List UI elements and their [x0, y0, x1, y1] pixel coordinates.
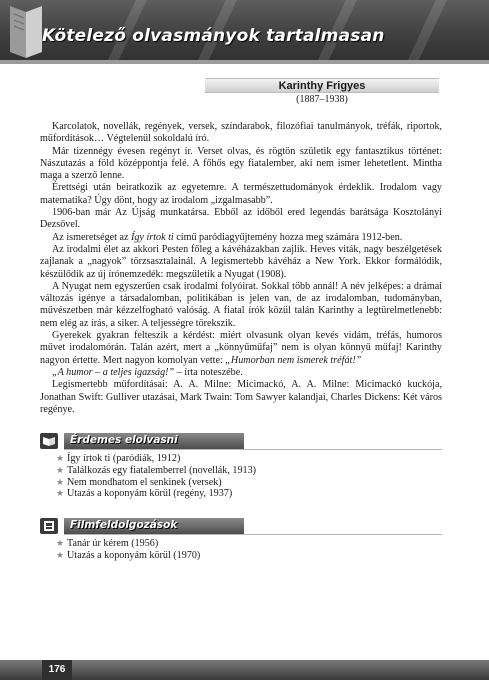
- section-divider: [64, 534, 442, 535]
- text-run: Gyerekek gyakran felteszik a kérdést: miért olvasunk olyan kevés vidám, tréfás, humoros művet irodalomórán. Talán azért, mert a „könnyűműfaj” nem is olyan könnyű műfaj! Karinthy nagyon értette. Mert nagyon komolyan vette:: [40, 330, 442, 366]
- star-bullet-icon: ★: [56, 550, 65, 561]
- section-header-films: [40, 518, 442, 534]
- paragraph: Érettségi után beiratkozik az egyetemre. A természettudományok érdeklik. Irodalom vagy matematika? Úgy dönt, hogy az irodalom „izgalmasabb”.: [40, 182, 442, 206]
- biography-text: [40, 121, 442, 416]
- list-item: [56, 538, 436, 550]
- text-run: című paródiagyűjtemény hozza meg számára 1912-ben.: [173, 231, 403, 243]
- section-header-reading: [40, 433, 442, 449]
- star-bullet-icon: ★: [56, 477, 65, 488]
- list-item-text: Utazás a koponyám körül (1970): [67, 549, 201, 561]
- author-name: Karinthy Frigyes: [205, 78, 439, 93]
- list-item-text: Tanár úr kérem (1956): [67, 538, 159, 549]
- banner-title: Kötelező olvasmányok tartalmasan: [42, 26, 385, 46]
- star-bullet-icon: ★: [56, 539, 65, 549]
- author-years: (1887–1938): [296, 94, 348, 105]
- author-heading: [205, 78, 439, 106]
- section-divider: [64, 449, 442, 450]
- paragraph: 1906-ban már Az Újság munkatársa. Ebből az időből ered legendás barátsága Kosztolányi Dezsővel.: [40, 207, 442, 231]
- paragraph: [40, 232, 442, 244]
- list-item-text: Így írtok ti (paródiák, 1912): [67, 453, 181, 464]
- banner-stripe: [397, 0, 453, 64]
- paragraph: [40, 367, 442, 379]
- text-run: – írta noteszébe.: [174, 366, 243, 378]
- list-item: [56, 488, 436, 500]
- paragraph: Karcolatok, novellák, regények, versek, színdarabok, filozófiai tanulmányok, tréfák, riportok, műfordítások… Végtelenül sokoldalú író.: [40, 121, 442, 145]
- star-bullet-icon: ★: [56, 454, 65, 464]
- section-title: Filmfeldolgozások: [70, 519, 178, 531]
- footer-bar: [0, 660, 489, 680]
- book-icon: [40, 433, 58, 449]
- film-list: [56, 538, 436, 562]
- paragraph: Az irodalmi élet az akkori Pesten főleg a kávéházakban zajlik. Heves viták, nagy beszélgetések zajlanak a „nagyok” törzsasztalainál. A legismertebb kávéház a New York. Ekkor formálódik, készülődik az új írónemzedék: megszületik a Nyugat (1908).: [40, 243, 442, 280]
- paragraph: Legismertebb műfordításai: A. A. Milne: Micimackó, A. A. Milne: Micimackó kuckója, Jonathan Swift: Gulliver utazásai, Mark Twain: Tom Sawyer kalandjai, Charles Dickens: Két város regénye.: [40, 379, 442, 415]
- banner-underline: [0, 60, 489, 64]
- list-item: [56, 465, 436, 477]
- quote-italic: „A humor – a teljes igazság!”: [52, 366, 175, 378]
- text-run: Az ismeretséget az: [52, 231, 131, 243]
- page-number: 176: [42, 660, 72, 680]
- section-title: Érdemes elolvasni: [70, 434, 178, 446]
- list-item: [56, 477, 436, 489]
- paragraph: A Nyugat nem egyszerűen csak irodalmi folyóirat. Sokkal több annál! A név jelképes: a drámai változás igénye a társadalomban, politikában is jelen van, de az irodalomban, tudományban, művészetben már kézzelfogható valóság. A fiatal írók közül talán Karinthy a legtürelmetlenebb: nem elég az írás, a siker. A teljességre törekszik.: [40, 280, 442, 329]
- list-item: [56, 550, 436, 562]
- paragraph: Már tizennégy évesen regényt ír. Verset olvas, és rögtön születik egy fantasztikus történet: Nászutazás a föld középpontja felé. A főhős egy fiatalember, aki nem ismer lehetetlent. Mintha maga a szerző lenne.: [40, 145, 442, 182]
- star-bullet-icon: ★: [56, 489, 65, 500]
- header-banner: [0, 0, 489, 64]
- quote-italic: „Humorban nem ismerek tréfát!”: [225, 354, 362, 366]
- reading-list: [56, 453, 436, 500]
- list-item-text: Nem mondhatom el senkinek (versek): [67, 476, 222, 488]
- star-bullet-icon: ★: [56, 465, 65, 476]
- list-item-text: Találkozás egy fiatalemberrel (novellák, 1913): [67, 464, 257, 476]
- film-icon: [40, 518, 58, 534]
- book-title-italic: Így írtok ti: [131, 231, 174, 243]
- paragraph: [40, 330, 442, 367]
- list-item-text: Utazás a koponyám körül (regény, 1937): [67, 488, 233, 500]
- list-item: [56, 453, 436, 465]
- book-pages-logo-icon: [6, 2, 46, 62]
